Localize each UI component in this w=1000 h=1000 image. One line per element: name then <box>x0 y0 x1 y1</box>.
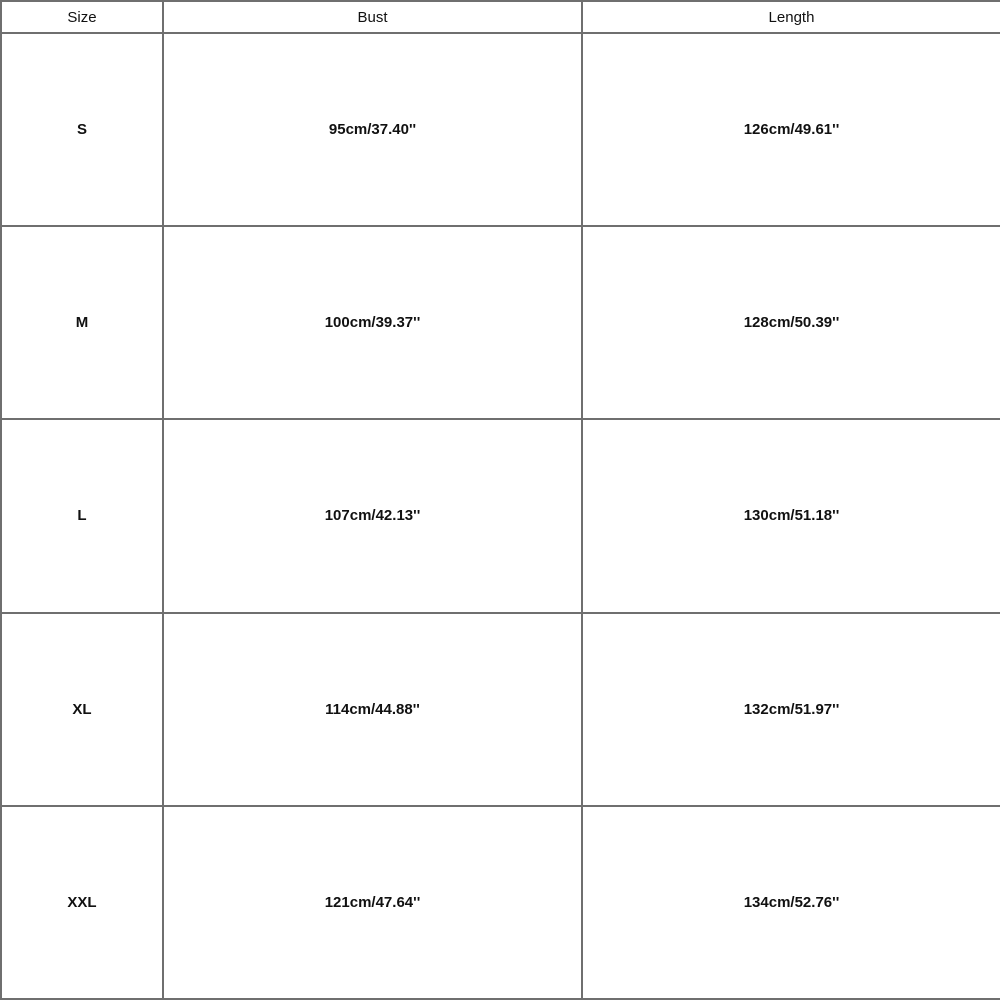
header-size: Size <box>1 1 163 33</box>
cell-length: 134cm/52.76'' <box>582 806 1000 999</box>
cell-bust: 95cm/37.40'' <box>163 33 582 226</box>
cell-bust: 100cm/39.37'' <box>163 226 582 419</box>
cell-length: 126cm/49.61'' <box>582 33 1000 226</box>
header-bust: Bust <box>163 1 582 33</box>
cell-bust: 121cm/47.64'' <box>163 806 582 999</box>
cell-length: 128cm/50.39'' <box>582 226 1000 419</box>
table-header-row <box>1 1 1000 33</box>
table-row <box>1 33 1000 226</box>
cell-bust: 114cm/44.88'' <box>163 613 582 806</box>
table-row <box>1 806 1000 999</box>
table-row <box>1 613 1000 806</box>
cell-size: M <box>1 226 163 419</box>
header-length: Length <box>582 1 1000 33</box>
cell-size: S <box>1 33 163 226</box>
cell-size: XL <box>1 613 163 806</box>
cell-length: 130cm/51.18'' <box>582 419 1000 612</box>
table-row <box>1 419 1000 612</box>
cell-bust: 107cm/42.13'' <box>163 419 582 612</box>
cell-length: 132cm/51.97'' <box>582 613 1000 806</box>
table-row <box>1 226 1000 419</box>
cell-size: XXL <box>1 806 163 999</box>
cell-size: L <box>1 419 163 612</box>
